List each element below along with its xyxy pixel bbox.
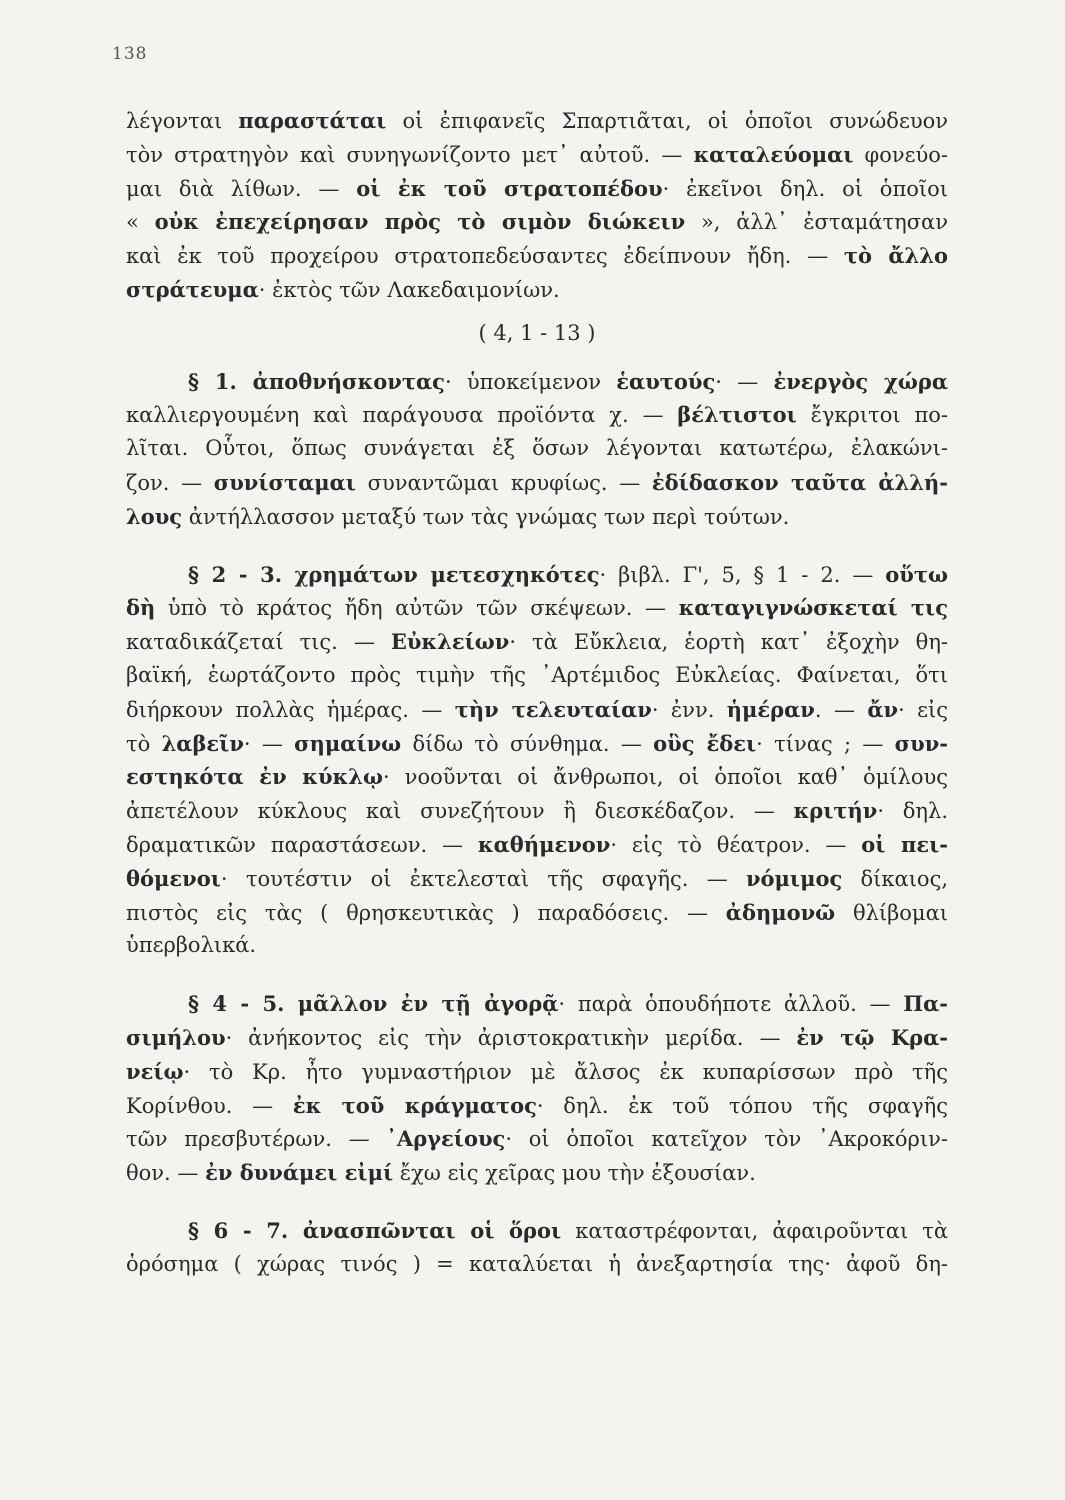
text-line [126, 1248, 948, 1282]
bold-term: σημαίνω [294, 730, 402, 756]
bold-term: δὴ [126, 595, 156, 621]
bold-term: ἐνεργὸς χώρα [773, 368, 948, 394]
text-segment: · ἀνήκοντος εἰς τὴν ἀριστοκρατικὴν μερίδα. — [225, 1025, 797, 1050]
text-line [126, 172, 948, 206]
text-segment: · ἐκτὸς τῶν Λακεδαιμονίων. [258, 277, 560, 302]
text-segment: · ἐκεῖνοι δηλ. οἱ ὁποῖοι [662, 176, 948, 201]
text-segment: · τουτέστιν οἱ ἐκτελεσταὶ τῆς σφαγῆς. — [220, 866, 746, 891]
text-segment: καὶ ἐκ τοῦ προχείρου στρατοπεδεύσαντες ἐδείπνουν ἤδη. — [126, 244, 844, 269]
text-line [126, 398, 948, 432]
text-segment: τὸν στρατηγὸν καὶ συνηγωνίζοντο μετ᾽ αὐτοῦ. — [126, 142, 694, 167]
text-line [126, 138, 948, 172]
text-segment: · τὰ Εὔκλεια, ἑορτὴ κατ᾽ ἐξοχὴν θη- [509, 630, 948, 655]
text-segment: διήρκουν πολλὰς ἡμέρας. — [126, 697, 455, 722]
text-segment: μαι διὰ λίθων. — [126, 176, 357, 201]
section-reference [126, 317, 948, 351]
bold-term: ἡμέραν [726, 696, 815, 722]
bold-term: ἀδημονῶ [725, 899, 836, 925]
text-segment: · — [243, 731, 295, 756]
text-segment: θλίβομαι [835, 900, 948, 925]
bold-term: ᾿Αργείους [386, 1126, 506, 1152]
text-segment: ἀντήλλασσον μεταξύ των τὰς γνώμας των περὶ τούτων. [182, 504, 790, 529]
text-line [126, 659, 948, 693]
text-line [126, 205, 948, 239]
text-segment: ὑπὸ τὸ κράτος ἤδη αὐτῶν τῶν σκέψεων. — [155, 596, 679, 621]
text-segment: · βιβλ. Γ', 5, § 1 - 2. — [599, 562, 886, 587]
bold-term: § 6 - 7. ἀνασπῶνται οἱ ὅροι [188, 1217, 562, 1243]
text-line [126, 1156, 948, 1190]
text-line [126, 104, 948, 138]
bold-term: κριτήν [793, 798, 878, 824]
text-segment: θον. — [126, 1161, 206, 1186]
text-segment: συναντῶμαι κρυφίως. — [355, 470, 652, 495]
bold-term: τὴν τελευταίαν [454, 696, 652, 722]
text-line [126, 727, 948, 761]
bold-term: λαβεῖν [161, 730, 244, 756]
text-segment: · τὸ Κρ. ἦτο γυμναστήριον μὲ ἄλσος ἐκ κυπαρίσσων πρὸ τῆς [183, 1059, 948, 1084]
bold-term: συν- [894, 730, 948, 756]
text-segment: ὑπερβολικά. [126, 933, 257, 958]
text-line [126, 862, 948, 896]
text-segment: ὁρόσημα ( χώρας τινός ) = καταλύεται ἡ ἀνεξαρτησία της· ἀφοῦ δη- [126, 1251, 948, 1276]
text-line [126, 432, 948, 466]
text-segment: ζον. — [126, 470, 214, 495]
text-segment: · δηλ. [877, 799, 948, 824]
bold-term: ἑαυτούς [616, 368, 716, 394]
bold-term: παραστάται [238, 108, 387, 133]
bold-term: ἐν τῷ Κρα- [796, 1024, 948, 1050]
page-number: 138 [112, 44, 148, 64]
text-segment: · δηλ. ἐκ τοῦ τόπου τῆς σφαγῆς [536, 1093, 948, 1118]
text-segment: φονεύο- [853, 142, 948, 167]
bold-term: Εὐκλείων [390, 629, 510, 655]
paragraph-2-start [126, 558, 948, 592]
text-segment: καλλιεργουμένη καὶ παράγουσα προϊόντα χ. — [126, 403, 678, 428]
text-segment: . — [814, 697, 868, 722]
text-segment: · οἱ ὁποῖοι κατεῖχον τὸν ᾿Ακροκόριν- [505, 1127, 948, 1152]
text-line [126, 760, 948, 794]
text-segment: καταδικάζεταί τις. — [126, 630, 391, 655]
commentary-text [126, 104, 948, 1282]
paragraph-1-start [126, 365, 948, 399]
text-segment: λῖται. Οὗτοι, ὅπως συνάγεται ἐξ ὅσων λέγονται κατωτέρω, ἐλακώνι- [126, 436, 948, 461]
text-line [126, 1122, 948, 1156]
bold-term: καταλεύομαι [693, 141, 854, 167]
text-line [126, 500, 948, 534]
bold-term: οὐκ ἐπεχείρησαν πρὸς τὸ σιμὸν διώκειν [154, 209, 686, 235]
text-segment: ( 4, 1 - 13 ) [478, 320, 596, 345]
bold-term: ἐν δυνάμει εἰμί [205, 1160, 394, 1186]
bold-term: τὸ ἄλλο [843, 243, 948, 269]
text-segment: · εἰς [898, 697, 948, 722]
text-segment: · ὑποκείμενον [444, 369, 617, 394]
bold-term: εστηκότα ἐν κύκλῳ [126, 764, 384, 790]
bold-term: σιμήλου [126, 1024, 226, 1050]
text-line [126, 896, 948, 930]
bold-term: ἐκ τοῦ κράγματος [292, 1092, 537, 1118]
text-segment: · παρὰ ὁπουδήποτε ἀλλοῦ. — [558, 992, 904, 1017]
text-line [126, 466, 948, 500]
text-segment: βαϊκή, ἑωρτάζοντο πρὸς τιμὴν τῆς ᾿Αρτέμιδος Εὐκλείας. Φαίνεται, ὅτι [126, 662, 948, 687]
bold-term: § 1. ἀποθνήσκοντας [188, 368, 445, 394]
text-line [126, 625, 948, 659]
bold-term: συνίσταμαι [213, 469, 356, 495]
bold-term: § 2 - 3. χρημάτων μετεσχηκότες [188, 561, 600, 587]
bold-term: Πα- [903, 991, 948, 1017]
text-line [126, 794, 948, 828]
text-line [126, 1055, 948, 1089]
text-segment: ἀπετέλουν κύκλους καὶ συνεζήτουν ἢ διεσκέδαζον. — [126, 799, 794, 824]
text-segment: Κορίνθου. — [126, 1093, 293, 1118]
bold-term: νόμιμος [745, 865, 843, 891]
text-segment: · ἐνν. [651, 697, 727, 722]
bold-term: § 4 - 5. μᾶλλον ἐν τῇ ἀγορᾷ [188, 991, 559, 1017]
bold-term: λους [126, 503, 183, 529]
bold-term: ἐδίδασκον ταῦτα ἀλλή- [651, 469, 948, 495]
bold-term: οὓς ἔδει [653, 730, 757, 756]
bold-term: καθήμενον [477, 831, 611, 857]
text-segment: ἔγκριτοι πο- [796, 403, 948, 428]
text-segment: « [126, 210, 155, 235]
bold-term: οἱ ἐκ τοῦ στρατοπέδου [356, 175, 663, 201]
bold-term: θόμενοι [126, 865, 221, 891]
bold-term: νείῳ [126, 1058, 184, 1084]
text-line [126, 273, 948, 307]
bold-term: οἱ πει- [861, 831, 948, 857]
text-segment: · — [715, 369, 774, 394]
text-line [126, 1021, 948, 1055]
text-segment: οἱ ἐπιφανεῖς Σπαρτιᾶται, οἱ ὁποῖοι συνώδευον [386, 109, 948, 133]
text-segment: λέγονται [126, 109, 239, 133]
text-segment: πιστὸς εἰς τὰς ( θρησκευτικὰς ) παραδόσεις. — [126, 900, 726, 925]
paragraph-3-start [126, 987, 948, 1021]
text-segment: · νοοῦνται οἱ ἄνθρωποι, οἱ ὁποῖοι καθ᾽ ὁμίλους [383, 765, 948, 790]
text-segment: », ἀλλ᾽ ἐσταμάτησαν [685, 210, 948, 235]
bold-term: ἄν [867, 696, 899, 722]
text-segment: · τίνας ; — [756, 731, 895, 756]
text-segment: τὸ [126, 731, 162, 756]
bold-term: οὕτω [885, 561, 948, 587]
text-segment: · εἰς τὸ θέατρον. — [610, 832, 862, 857]
text-segment: δίκαιος, [842, 866, 948, 891]
text-segment: τῶν πρεσβυτέρων. — [126, 1127, 387, 1152]
text-segment: καταστρέφονται, ἀφαιροῦνται τὰ [561, 1218, 948, 1243]
text-line [126, 239, 948, 273]
text-line [126, 828, 948, 862]
text-segment: δίδω τὸ σύνθημα. — [401, 731, 654, 756]
bold-term: καταγιγνώσκεταί τις [678, 595, 948, 621]
bold-term: στράτευμα [126, 276, 259, 302]
text-line [126, 1089, 948, 1123]
bold-term: βέλτιστοι [677, 402, 797, 428]
text-segment: δραματικῶν παραστάσεων. — [126, 832, 478, 857]
text-segment: ἔχω εἰς χεῖρας μου τὴν ἐξουσίαν. [393, 1161, 756, 1186]
text-line [126, 929, 948, 963]
text-line [126, 591, 948, 625]
paragraph-4-start [126, 1214, 948, 1248]
text-line [126, 693, 948, 727]
